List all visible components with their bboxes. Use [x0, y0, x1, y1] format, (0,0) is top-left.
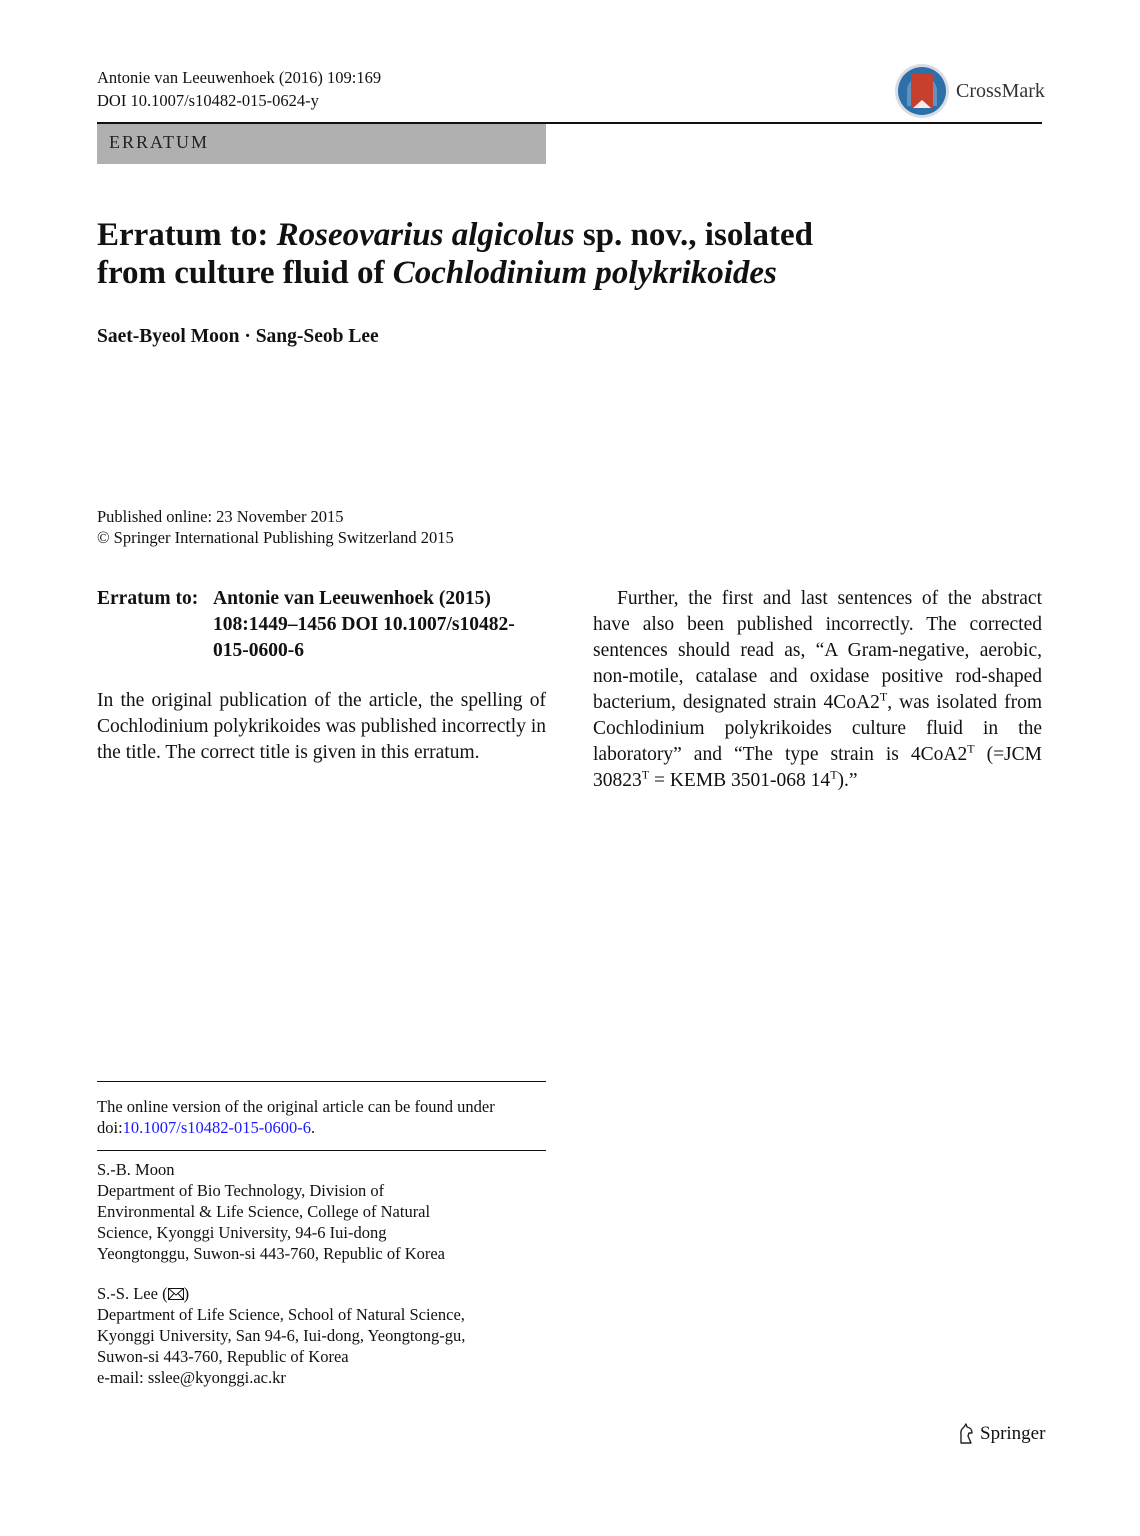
springer-horse-icon — [956, 1423, 976, 1445]
text-run: ).” — [837, 770, 858, 791]
doi-link[interactable]: 10.1007/s10482-015-0600-6 — [122, 1118, 312, 1137]
text-run: Further, the first and last sentences of the abstract have also been published incorrectly. The corrected sentences should read as, “A Gram-negative, aerobic, non-motile, catalase and oxidase positive rod-shaped bacterium, designated strain 4CoA2 — [593, 588, 1042, 713]
superscript: T — [967, 741, 975, 756]
affiliation-lee — [97, 1283, 546, 1388]
article-title — [97, 216, 997, 292]
section-label: ERRATUM — [109, 132, 210, 152]
journal-citation — [97, 66, 381, 112]
body-paragraph-right — [593, 586, 1042, 794]
affiliation-name-end: ) — [183, 1284, 190, 1303]
affiliation-line: Department of Life Science, School of Natural Science, — [97, 1305, 465, 1324]
title-species: Roseovarius algicolus — [276, 217, 575, 253]
crossmark-label: CrossMark — [956, 80, 1045, 102]
affiliation-email[interactable]: e-mail: sslee@kyonggi.ac.kr — [97, 1368, 286, 1387]
text-run: , was isolated from Cochlodinium polykrikoides culture fluid in the laboratory” and “The type strain is 4CoA2 — [593, 692, 1042, 765]
copyright: © Springer International Publishing Switzerland 2015 — [97, 528, 454, 547]
footnote-text: The online version of the original article can be found under doi: — [97, 1097, 495, 1137]
footnote — [97, 1096, 546, 1138]
publisher-logo — [956, 1423, 1045, 1445]
body-paragraph-left: In the original publication of the article, the spelling of Cochlodinium polykrikoides was published incorrectly in the title. The correct title is given in this erratum. — [97, 690, 546, 763]
footnote-end: . — [311, 1118, 316, 1137]
erratum-reference — [97, 586, 546, 664]
footnote-rule — [97, 1150, 546, 1151]
title-text: Erratum to: — [97, 217, 277, 253]
affiliation-line: Science, Kyonggi University, 94-6 Iui-dong — [97, 1223, 387, 1242]
erratum-ref-citation: Antonie van Leeuwenhoek (2015) 108:1449–1456 DOI 10.1007/s10482-015-0600-6 — [213, 588, 515, 661]
text-run: = KEMB 3501-068 14 — [649, 770, 831, 791]
affiliation-name — [97, 1283, 546, 1304]
text-run: (=JCM 30823 — [593, 744, 1042, 791]
crossmark-icon — [893, 62, 953, 120]
affiliation-line: Suwon-si 443-760, Republic of Korea — [97, 1347, 349, 1366]
affiliation-line: Yeongtonggu, Suwon-si 443-760, Republic of Korea — [97, 1244, 446, 1263]
journal-line: Antonie van Leeuwenhoek (2016) 109:169 — [97, 68, 382, 87]
superscript: T — [879, 689, 888, 704]
footnote-rule — [97, 1081, 546, 1082]
section-band — [97, 124, 546, 164]
affiliation-moon — [97, 1159, 546, 1264]
affiliation-name-text: S.-S. Lee ( — [97, 1284, 168, 1303]
authors: Saet-Byeol Moon · Sang-Seob Lee — [97, 326, 379, 347]
crossmark-badge[interactable] — [893, 62, 1043, 120]
title-species: Cochlodinium polykrikoides — [392, 255, 777, 291]
title-text: sp. nov., isolated — [574, 217, 813, 253]
affiliation-line: Environmental & Life Science, College of Natural — [97, 1202, 431, 1221]
erratum-ref-lead: Erratum to: — [97, 588, 199, 609]
publisher-name: Springer — [980, 1423, 1046, 1444]
envelope-icon — [168, 1288, 184, 1300]
affiliation-name: S.-B. Moon — [97, 1160, 175, 1179]
superscript: T — [641, 767, 650, 782]
publication-info — [97, 506, 454, 548]
superscript: T — [830, 767, 838, 782]
affiliation-line: Department of Bio Technology, Division of — [97, 1181, 385, 1200]
title-text: from culture fluid of — [97, 255, 393, 291]
doi-line: DOI 10.1007/s10482-015-0624-y — [97, 91, 319, 110]
published-online: Published online: 23 November 2015 — [97, 507, 344, 526]
affiliation-line: Kyonggi University, San 94-6, Iui-dong, Yeongtong-gu, — [97, 1326, 466, 1345]
